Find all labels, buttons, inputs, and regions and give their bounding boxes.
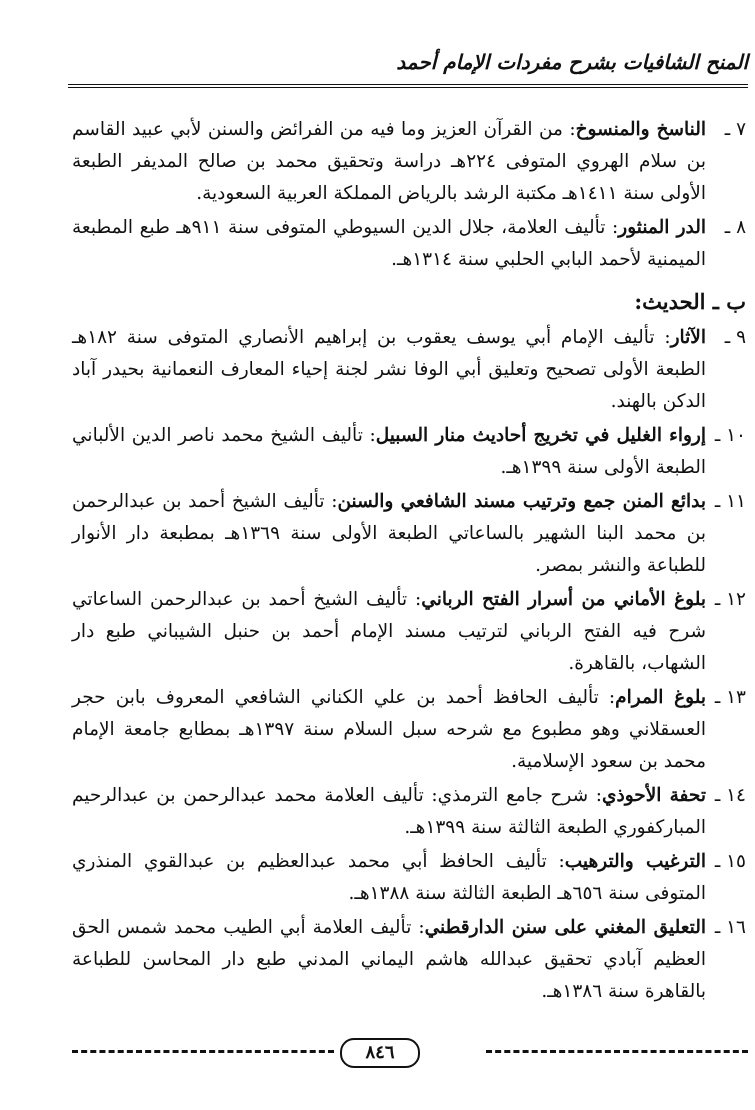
bibliography-content — [72, 114, 746, 1010]
entry-title: التعليق المغني على سنن الدارقطني — [424, 917, 707, 938]
entry-text: : تأليف الحافظ أبي محمد عبدالعظيم بن عبدالقوي المنذري المتوفى سنة ٦٥٦هـ الطبعة الثالثة سنة ١٣٨٨هـ. — [72, 851, 706, 904]
bibliography-entry-11 — [72, 486, 746, 582]
entry-title: الدر المنثور — [618, 217, 706, 238]
entry-title: بلوغ الأماني من أسرار الفتح الرباني — [421, 589, 706, 610]
entry-number: ١٤ ـ — [714, 785, 746, 806]
bibliography-entry-8 — [72, 212, 746, 276]
entry-number: ٧ ـ — [724, 119, 746, 140]
entry-number: ٩ ـ — [724, 327, 746, 348]
bibliography-entry-13 — [72, 682, 746, 778]
entry-number: ١١ ـ — [714, 491, 746, 512]
entry-title: بلوغ المرام — [615, 687, 706, 708]
entry-text: : تأليف الحافظ أحمد بن علي الكناني الشافعي المعروف بابن حجر العسقلاني وهو مطبوع مع شرحه سبل السلام سنة ١٣٩٧هـ بمطابع جامعة الإمام محمد بن سعود الإسلامية. — [72, 687, 706, 772]
entry-text: : تأليف العلامة أبي الطيب محمد شمس الحق العظيم آبادي تحقيق عبدالله هاشم اليماني المدني طبع دار المحاسن للطباعة بالقاهرة سنة ١٣٨٦هـ. — [72, 917, 706, 1002]
entry-title: الآثار — [670, 327, 706, 348]
entry-text: : تأليف الشيخ أحمد بن عبدالرحمن بن محمد البنا الشهير بالساعاتي الطبعة الأولى سنة ١٣٦٩هـ بمطبعة دار الأنوار للطباعة والنشر بمصر. — [72, 491, 707, 576]
entry-title: الناسخ والمنسوخ — [575, 119, 707, 140]
entry-number: ١٦ ـ — [714, 917, 746, 938]
bibliography-entry-7 — [72, 114, 746, 210]
bibliography-entry-10 — [72, 420, 746, 484]
entry-number: ١٥ ـ — [714, 851, 746, 872]
entry-text: : تأليف الشيخ أحمد بن عبدالرحمن الساعاتي شرح فيه الفتح الرباني لترتيب مسند الإمام أحمد بن حنبل الشيباني طبع دار الشهاب، بالقاهرة. — [72, 589, 706, 674]
section-heading-hadith: ب ـ الحديث: — [634, 289, 746, 314]
entry-text: : من القرآن العزيز وما فيه من الفرائض والسنن لأبي عبيد القاسم بن سلام الهروي المتوفى ٢٢٤هـ دراسة وتحقيق محمد بن صالح المديفر الطبعة الأولى سنة ١٤١١هـ مكتبة الرشد بالرياض المملكة العربية السعودية. — [72, 119, 706, 204]
bibliography-entry-14 — [72, 780, 746, 844]
entry-title: إرواء الغليل في تخريج أحاديث منار السبيل — [375, 425, 706, 446]
entry-title: الترغيب والترهيب — [564, 851, 706, 872]
entry-number: ١٢ ـ — [714, 589, 746, 610]
bibliography-entry-12 — [72, 584, 746, 680]
entry-text: : تأليف العلامة، جلال الدين السيوطي المتوفى سنة ٩١١هـ طبع المطبعة الميمنية لأحمد البابي الحلبي سنة ١٣١٤هـ. — [72, 217, 706, 270]
book-title: المنح الشافيات بشرح مفردات الإمام أحمد — [396, 50, 748, 74]
entry-number: ١٠ ـ — [714, 425, 746, 446]
entry-title: بدائع المنن جمع وترتيب مسند الشافعي والسنن — [337, 491, 707, 512]
entry-number: ١٣ ـ — [714, 687, 746, 708]
footer-rule-right — [486, 1050, 748, 1053]
entry-number: ٨ ـ — [724, 217, 746, 238]
footer-rule-left — [72, 1050, 334, 1053]
header-rule — [68, 84, 748, 88]
entry-text: : تأليف الإمام أبي يوسف يعقوب بن إبراهيم الأنصاري المتوفى سنة ١٨٢هـ الطبعة الأولى تصحيح وتعليق أبي الوفا نشر لجنة إحياء المعارف النعمانية بحيدر آباد الدكن بالهند. — [72, 327, 706, 412]
bibliography-entry-15 — [72, 846, 746, 910]
page-footer — [72, 1038, 748, 1068]
entry-title: تحفة الأحوذي — [602, 785, 706, 806]
entry-text: : تأليف الشيخ محمد ناصر الدين الألباني الطبعة الأولى سنة ١٣٩٩هـ. — [72, 425, 706, 478]
bibliography-entry-16 — [72, 912, 746, 1008]
entry-text: : شرح جامع الترمذي: تأليف العلامة محمد عبدالرحمن بن عبدالرحيم المباركفوري الطبعة الثالثة سنة ١٣٩٩هـ. — [72, 785, 706, 838]
page-number: ٨٤٦ — [340, 1038, 420, 1068]
bibliography-entry-9 — [72, 322, 746, 418]
running-header — [68, 50, 748, 86]
